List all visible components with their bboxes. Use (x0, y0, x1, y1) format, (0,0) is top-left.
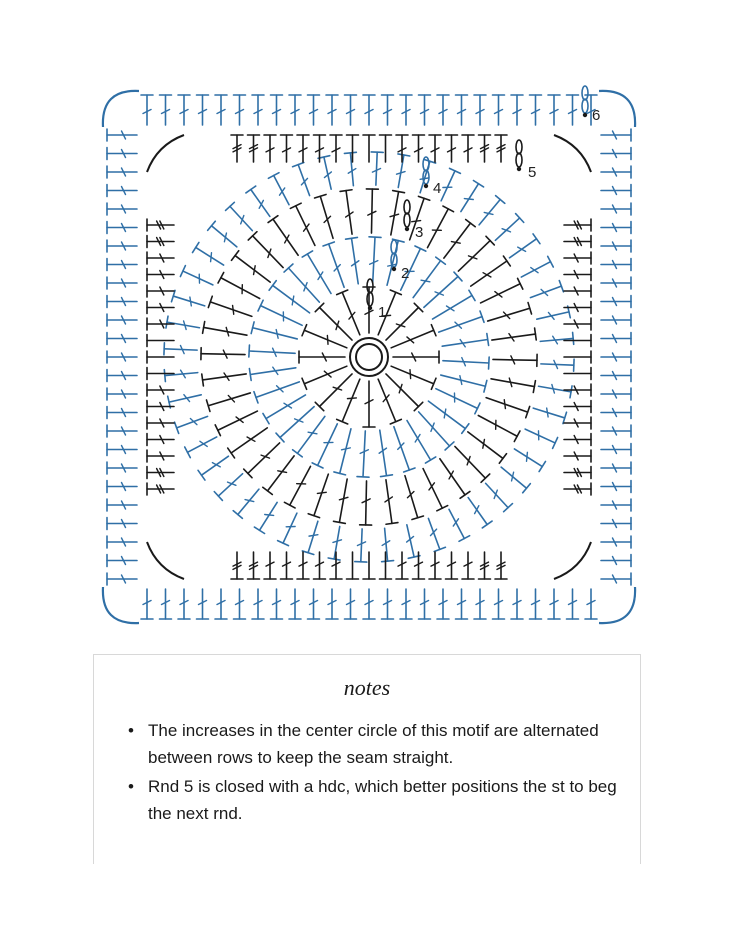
stitch-stem (371, 189, 372, 233)
stitch-slash (547, 408, 548, 417)
note-text: The increases in the center circle of this motif are alternated between rows to keep the seam straight. (148, 721, 599, 767)
stitch-stem (488, 308, 530, 321)
slip-stitch-dot (517, 167, 521, 171)
stitch-slash (190, 297, 191, 306)
beginning-chain-oval (423, 157, 429, 171)
stitch-stem (314, 474, 328, 516)
stitch-stem (391, 366, 433, 384)
stitch-stem (378, 379, 396, 421)
stitch-top-bar (328, 558, 340, 560)
stitch-top-bar (539, 461, 545, 471)
stitch-stem (177, 416, 208, 427)
stitch-slash (308, 432, 317, 434)
stitch-stem (428, 518, 439, 549)
stitch-slash (451, 242, 460, 244)
stitch-stem (290, 466, 311, 505)
stitch-slash (349, 312, 355, 319)
stitch-stem (386, 480, 392, 524)
stitch-stem (304, 366, 346, 384)
round-label-5: 5 (528, 164, 537, 181)
stitch-top-bar (193, 242, 199, 252)
stitch-stem (208, 393, 250, 406)
stitch-slash (304, 283, 307, 291)
round-label-1: 1 (378, 304, 387, 321)
beginning-chain-oval (582, 86, 588, 100)
stitch-slash (483, 439, 485, 448)
stitch-slash (460, 376, 462, 385)
beginning-chain-oval (404, 213, 410, 227)
stitch-top-bar (340, 190, 352, 192)
stitch-top-bar (393, 191, 405, 193)
stitch-slash (342, 448, 351, 450)
stitch-top-bar (344, 152, 356, 153)
stitch-slash (484, 212, 493, 214)
stitch-stem (352, 238, 359, 284)
stitch-slash (464, 199, 473, 200)
stitch-stem (340, 429, 351, 474)
stitch-slash (309, 535, 318, 536)
stitch-stem (458, 241, 490, 271)
stitch-slash (410, 370, 411, 379)
stitch-stem (298, 165, 309, 196)
stitch-slash (420, 178, 429, 179)
stitch-top-bar (443, 206, 454, 212)
stitch-stem (196, 247, 224, 265)
stitch-top-bar (382, 561, 394, 562)
stitch-stem (525, 429, 555, 443)
stitch-stem (436, 389, 478, 409)
stitch-stem (373, 237, 375, 283)
stitch-stem (510, 239, 537, 258)
stitch-top-bar (218, 272, 224, 283)
stitch-slash (347, 398, 356, 399)
stitch-stem (296, 206, 315, 246)
corner-arc (599, 91, 635, 127)
stitch-top-bar (473, 181, 483, 187)
stitch-slash (224, 233, 226, 242)
stitch-top-bar (573, 332, 574, 344)
stitch-top-bar (533, 234, 540, 244)
round-label-2: 2 (401, 265, 410, 282)
stitch-stem (493, 359, 537, 360)
stitch-stem (230, 206, 252, 230)
stitch-slash (444, 409, 446, 418)
stitch-stem (204, 327, 247, 335)
stitch-stem (427, 209, 448, 248)
stitch-stem (521, 262, 550, 277)
stitch-slash (502, 229, 510, 232)
stitch-top-bar (202, 374, 204, 386)
note-item (128, 717, 620, 771)
stitch-stem (218, 411, 258, 430)
corner-chain-loop (147, 135, 184, 172)
stitch-slash (278, 471, 287, 473)
stitch-stem (363, 431, 365, 477)
slip-stitch-dot (424, 184, 428, 188)
stitch-stem (183, 271, 213, 285)
stitch-stem (250, 368, 296, 375)
stitch-stem (211, 226, 236, 247)
stitch-top-bar (425, 457, 435, 463)
stitch-stem (440, 459, 465, 495)
stitch-stem (442, 340, 488, 347)
stitch-slash (512, 472, 514, 481)
stitch-stem (320, 374, 353, 407)
stitch-stem (173, 296, 205, 306)
stitch-stem (334, 526, 340, 559)
stitch-stem (249, 351, 295, 353)
stitch-stem (202, 456, 229, 475)
stitch-top-bar (164, 370, 165, 382)
stitch-slash (435, 292, 443, 295)
stitch-stem (259, 502, 277, 530)
stitch-top-bar (469, 290, 475, 300)
round-label-6: 6 (592, 107, 601, 124)
stitch-stem (283, 513, 297, 543)
stitch-stem (366, 481, 367, 525)
slip-stitch-dot (583, 113, 587, 117)
stitch-stem (468, 432, 503, 459)
stitch-top-bar (346, 237, 358, 239)
stitch-slash (527, 452, 528, 461)
stitch-slash (494, 490, 497, 498)
stitch-stem (253, 236, 283, 268)
stitch-stem (320, 196, 333, 238)
stitch-top-bar (254, 527, 264, 533)
stitch-stem (342, 379, 360, 421)
stitch-slash (292, 296, 294, 305)
stitch-stem (495, 218, 519, 240)
beginning-chain-oval (404, 200, 410, 214)
stitch-stem (318, 424, 338, 466)
stitch-stem (486, 398, 528, 412)
stitch-top-bar (548, 256, 554, 267)
notes-list (94, 717, 640, 827)
stitch-stem (253, 328, 298, 339)
note-bullet: • (128, 721, 134, 740)
stitch-slash (233, 305, 234, 314)
stitch-slash (245, 500, 254, 502)
stitch-stem (256, 382, 299, 397)
stitch-slash (211, 253, 212, 262)
beginning-chain-oval (367, 279, 373, 293)
stitch-stem (444, 223, 471, 258)
notes-title: notes (343, 675, 391, 700)
stitch-stem (471, 261, 507, 286)
stitch-top-bar (263, 413, 269, 423)
stitch-stem (342, 292, 360, 334)
stitch-stem (541, 364, 574, 365)
stitch-stem (501, 467, 526, 488)
stitch-stem (307, 254, 331, 293)
stitch-top-bar (198, 470, 205, 480)
stitch-stem (514, 449, 542, 467)
stitch-top-bar (466, 219, 476, 226)
stitch-top-bar (263, 487, 273, 494)
stitch-top-bar (398, 154, 410, 156)
stitch-top-bar (166, 316, 168, 328)
stitch-stem (492, 334, 536, 340)
stitch-stem (533, 408, 565, 418)
stitch-slash (412, 221, 421, 222)
stitch-stem (210, 302, 252, 316)
stitch-stem (386, 374, 419, 407)
beginning-chain-oval (516, 153, 522, 167)
stitch-slash (276, 330, 278, 339)
stitch-stem (308, 521, 318, 553)
stitch-stem (491, 379, 534, 387)
stitch-slash (324, 371, 331, 377)
note-bullet: • (128, 777, 134, 796)
stitch-top-bar (459, 536, 470, 542)
stitch-stem (167, 322, 200, 328)
stitch-top-bar (499, 454, 506, 464)
corner-chain-loop (554, 542, 591, 579)
stitch-slash (407, 337, 414, 343)
stitch-stem (394, 427, 409, 470)
stitch-top-bar (302, 251, 312, 257)
center-ring-inner (356, 344, 382, 370)
stitch-top-bar (284, 502, 295, 508)
stitch-layer (103, 91, 635, 623)
stitch-top-bar (249, 345, 250, 357)
stitch-stem (329, 244, 344, 287)
stitch-stem (218, 474, 242, 496)
note-item (128, 773, 620, 827)
stitch-stem (235, 256, 270, 283)
slip-stitch-dot (405, 227, 409, 231)
stitch-stem (380, 430, 387, 476)
stitch-stem (449, 509, 464, 538)
stitch-stem (407, 421, 431, 460)
stitch-slash (265, 515, 274, 516)
stitch-top-bar (489, 357, 490, 369)
stitch-top-bar (249, 369, 251, 381)
stitch-stem (238, 489, 259, 514)
stitch-stem (461, 184, 479, 212)
corner-arc (599, 587, 635, 623)
stitch-top-bar (514, 431, 520, 442)
stitch-slash (317, 492, 326, 493)
stitch-slash (241, 216, 244, 224)
corner-chain-loop (554, 135, 591, 172)
corner-arc (103, 587, 139, 623)
stitch-stem (361, 529, 362, 562)
stitch-stem (481, 284, 521, 303)
stitch-stem (376, 152, 377, 185)
stitch-top-bar (203, 321, 205, 333)
stitch-stem (304, 330, 346, 348)
stitch-top-bar (482, 521, 492, 528)
round-label-4: 4 (433, 180, 442, 197)
stitch-stem (479, 199, 500, 224)
stitch-top-bar (333, 521, 345, 523)
stitch-top-bar (533, 381, 535, 393)
stitch-stem (443, 361, 489, 363)
stitch-slash (431, 423, 434, 431)
stitch-top-bar (535, 328, 537, 340)
stitch-stem (405, 476, 418, 518)
notes-panel (93, 654, 641, 864)
stitch-stem (274, 176, 289, 205)
beginning-chain-oval (516, 140, 522, 154)
stitch-stem (398, 155, 404, 188)
stitch-top-bar (357, 477, 369, 478)
beginning-chain-oval (367, 292, 373, 306)
stitch-stem (441, 375, 486, 386)
stitch-slash (295, 419, 303, 422)
note-text: Rnd 5 is closed with a hdc, which better positions the st to beg the next rnd. (148, 777, 617, 823)
slip-stitch-dot (368, 306, 372, 310)
stitch-stem (268, 456, 295, 491)
stitch-stem (433, 295, 472, 319)
stitch-stem (538, 386, 571, 392)
stitch-stem (391, 330, 433, 348)
stitch-top-bar (246, 186, 256, 193)
stitch-stem (248, 443, 280, 473)
stitch-slash (383, 395, 389, 402)
stitch-stem (231, 428, 267, 453)
stitch-top-bar (185, 447, 191, 458)
stitch-top-bar (487, 334, 489, 346)
stitch-stem (441, 171, 455, 201)
stitch-stem (486, 483, 508, 507)
stitch-stem (221, 278, 260, 299)
stitch-stem (164, 349, 197, 350)
stitch-stem (423, 469, 442, 509)
stitch-slash (504, 400, 505, 409)
corner-arc (103, 91, 139, 127)
stitch-stem (439, 317, 482, 332)
stitch-top-bar (369, 237, 381, 238)
stitch-stem (203, 374, 247, 380)
stitch-slash (228, 482, 236, 485)
round-label-3: 3 (415, 224, 424, 241)
stitch-stem (251, 190, 270, 217)
stitch-stem (188, 437, 217, 452)
stitch-stem (339, 479, 347, 522)
stitch-top-bar (570, 386, 572, 398)
stitch-slash (327, 335, 328, 344)
stitch-stem (261, 306, 303, 326)
stitch-top-bar (231, 251, 238, 261)
stitch-stem (386, 308, 419, 341)
slip-stitch-dot (392, 267, 396, 271)
beginning-chain-oval (582, 99, 588, 113)
stitch-stem (266, 395, 305, 419)
stitch-stem (468, 498, 487, 525)
stitch-stem (391, 192, 399, 235)
stitch-top-bar (386, 523, 398, 525)
stitch-top-bar (268, 173, 279, 179)
stitch-stem (201, 354, 245, 355)
stitch-top-bar (381, 475, 393, 477)
stitch-stem (320, 308, 353, 341)
stitch-stem (478, 415, 517, 436)
stitch-stem (273, 219, 298, 255)
stitch-slash (421, 280, 430, 282)
stitch-stem (346, 191, 352, 235)
stitch-stem (455, 446, 485, 478)
corner-chain-loop (147, 542, 184, 579)
stitch-slash (254, 266, 256, 275)
stitch-stem (530, 286, 561, 297)
